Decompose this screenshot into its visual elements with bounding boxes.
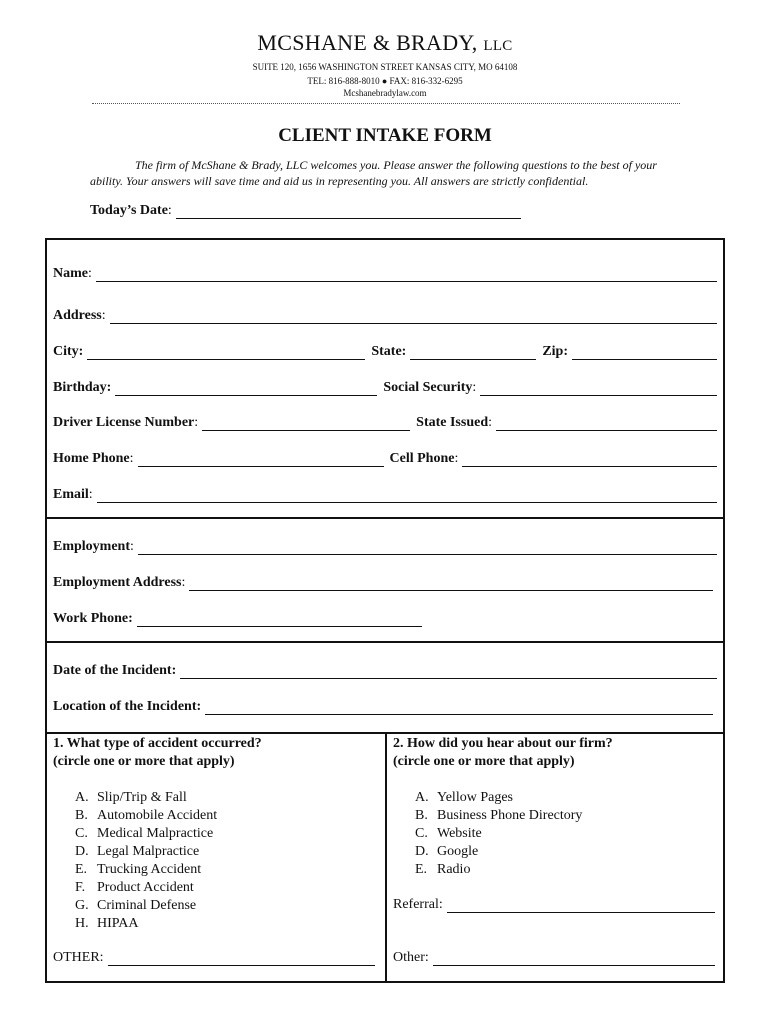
state-label: State: [371,344,407,359]
driver-license-field[interactable] [202,416,410,431]
state-issued-label: State Issued [416,415,489,430]
option-item[interactable] [75,897,217,915]
column-divider [385,732,387,983]
email-label: Email [53,487,89,502]
option-letter: D. [75,844,89,859]
section-divider [47,641,723,643]
letterhead-divider [92,103,680,104]
employment-address-row: Employment Address: [53,573,713,591]
incident-date-row [53,661,717,679]
employment-field[interactable] [138,540,717,555]
ssn-label: Social Security [383,380,473,395]
option-item[interactable] [415,789,582,807]
option-letter: H. [75,916,89,931]
birthday-ssn-row: Birthday: Social Security: [53,378,717,396]
firm-name: MCSHANE & BRADY, LLC [257,30,513,55]
todays-date-label: Today’s Date [90,203,168,218]
option-item[interactable] [415,843,582,861]
work-phone-label: Work Phone: [53,611,133,626]
name-label: Name [53,266,88,281]
q2-options [415,789,582,879]
q1-other-row [53,948,375,966]
city-field[interactable] [87,345,365,360]
work-phone-field[interactable] [137,612,422,627]
name-field[interactable] [96,267,717,282]
option-letter: G. [75,898,89,913]
referral-field[interactable] [447,898,715,913]
todays-date-row: Today’s Date: [90,203,521,219]
firm-suffix: LLC [483,38,513,54]
intro-text: The firm of McShane & Brady, LLC welcomes you. Please answer the following questions to the best of your ability. Your answers will save time and aid us in representing you. All answers are strictly confidential. [90,158,657,188]
q2-heading [393,735,613,771]
letterhead [0,30,770,99]
q1-options [75,789,217,933]
driver-license-row: Driver License Number: State Issued: [53,413,717,431]
employment-address-field[interactable] [189,576,713,591]
birthday-label: Birthday: [53,380,112,395]
q1-other-label: OTHER: [53,950,104,965]
option-item[interactable] [415,861,582,879]
option-letter: C. [415,826,428,841]
cell-phone-label: Cell Phone [389,451,455,466]
option-letter: C. [75,826,88,841]
firm-address: SUITE 120, 1656 WASHINGTON STREET KANSAS CITY, MO 64108 [252,62,518,72]
section-divider [47,517,723,519]
option-text: Medical Malpractice [97,826,214,841]
zip-label: Zip: [542,344,569,359]
option-item[interactable] [75,843,217,861]
option-text: Automobile Accident [97,808,218,823]
q1-other-field[interactable] [108,951,375,966]
q2-subtitle: (circle one or more that apply) [393,754,575,769]
incident-date-label: Date of the Incident: [53,663,177,678]
option-text: Yellow Pages [437,790,513,805]
referral-row [393,895,715,913]
birthday-field[interactable] [115,381,377,396]
employment-label: Employment [53,539,130,554]
q2-other-field[interactable] [433,951,715,966]
option-letter: E. [415,862,428,877]
email-field[interactable] [97,488,717,503]
employment-address-label: Employment Address [53,575,182,590]
incident-location-row [53,697,713,715]
q1-subtitle: (circle one or more that apply) [53,754,235,769]
option-item[interactable] [415,807,582,825]
option-item[interactable] [75,915,217,933]
cell-phone-field[interactable] [462,452,717,467]
firm-phones: TEL: 816-888-8010 ● FAX: 816-332-6295 [307,76,463,86]
home-phone-field[interactable] [138,452,384,467]
state-issued-field[interactable] [496,416,717,431]
option-text: Legal Malpractice [97,844,200,859]
q2-other-label: Other: [393,950,429,965]
employment-row: Employment: [53,537,717,555]
option-item[interactable] [415,825,582,843]
option-letter: A. [415,790,429,805]
option-text: Criminal Defense [97,898,197,913]
q1-title: 1. What type of accident occurred? [53,736,262,751]
option-letter: B. [415,808,428,823]
form-title: CLIENT INTAKE FORM [278,125,492,146]
option-item[interactable] [75,807,217,825]
phones-row: Home Phone: Cell Phone: [53,449,717,467]
firm-website: Mcshanebradylaw.com [343,88,427,98]
q2-other-row [393,948,715,966]
option-text: Trucking Accident [97,862,202,877]
todays-date-field[interactable] [176,204,521,219]
q2-title: 2. How did you hear about our firm? [393,736,613,751]
option-text: Google [437,844,479,859]
work-phone-row [53,609,717,627]
address-row: Address: [53,306,717,324]
option-letter: E. [75,862,88,877]
name-row: Name: [53,264,717,282]
option-letter: F. [75,880,86,895]
ssn-field[interactable] [480,381,717,396]
incident-location-label: Location of the Incident: [53,699,202,714]
address-field[interactable] [110,309,717,324]
incident-location-field[interactable] [205,700,713,715]
address-label: Address [53,308,102,323]
city-label: City: [53,344,84,359]
driver-license-label: Driver License Number [53,415,195,430]
home-phone-label: Home Phone [53,451,130,466]
option-item[interactable] [75,789,217,807]
option-letter: A. [75,790,89,805]
state-field[interactable] [410,345,536,360]
option-text: Business Phone Directory [437,808,583,823]
zip-field[interactable] [572,345,717,360]
q1-heading [53,735,262,771]
option-text: Product Accident [97,880,194,895]
email-row: Email: [53,485,717,503]
option-text: Slip/Trip & Fall [97,790,187,805]
option-text: Radio [437,862,471,877]
incident-date-field[interactable] [180,664,717,679]
option-text: Website [437,826,482,841]
option-item[interactable] [75,825,217,843]
option-letter: D. [415,844,429,859]
option-text: HIPAA [97,916,139,931]
option-letter: B. [75,808,88,823]
option-item[interactable] [75,861,217,879]
intake-form-box [45,238,725,983]
referral-label: Referral: [393,897,443,912]
city-state-zip-row [53,342,717,360]
option-item[interactable] [75,879,217,897]
